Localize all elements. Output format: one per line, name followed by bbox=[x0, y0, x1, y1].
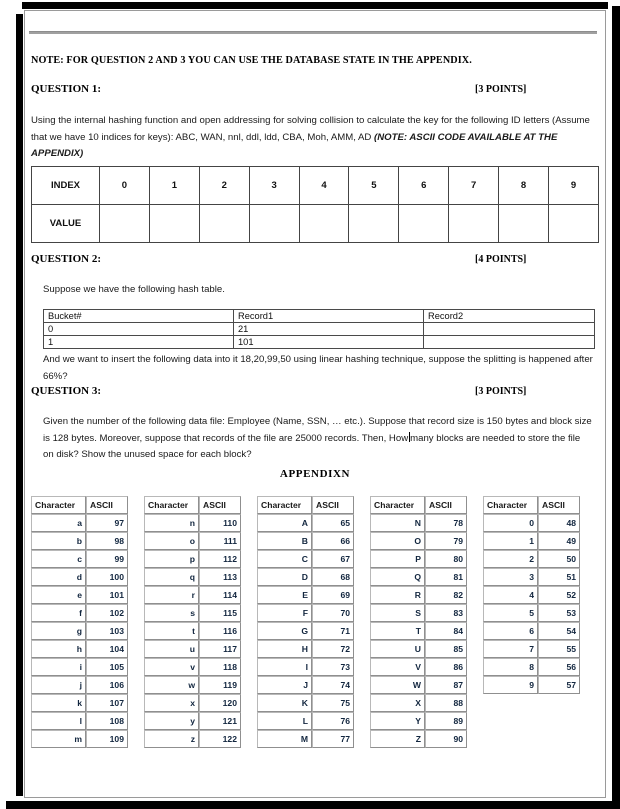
ascii-char: r bbox=[144, 586, 199, 604]
ascii-char: Y bbox=[370, 712, 425, 730]
hash-cell-record2-0[interactable] bbox=[424, 323, 595, 336]
ascii-table-lowercase-n-z bbox=[144, 496, 241, 748]
ascii-char: 4 bbox=[483, 586, 538, 604]
ascii-code: 116 bbox=[199, 622, 241, 640]
ascii-header-ascii: ASCII bbox=[425, 496, 467, 514]
ascii-code: 112 bbox=[199, 550, 241, 568]
ascii-code: 104 bbox=[86, 640, 128, 658]
index-cell-1: 1 bbox=[149, 167, 199, 205]
table-row bbox=[144, 676, 241, 694]
ascii-code: 90 bbox=[425, 730, 467, 748]
question2-outro: And we want to insert the following data into it 18,20,99,50 using linear hashing technique, suppose the splitting is happened after 66%? bbox=[43, 354, 593, 382]
ascii-char: W bbox=[370, 676, 425, 694]
index-cell-5: 5 bbox=[349, 167, 399, 205]
ascii-code: 77 bbox=[312, 730, 354, 748]
value-cell-0[interactable] bbox=[100, 205, 150, 243]
table-row bbox=[144, 586, 241, 604]
ascii-code: 56 bbox=[538, 658, 580, 676]
table-row-value bbox=[32, 205, 599, 243]
question2-hash-table bbox=[43, 309, 595, 349]
table-row bbox=[483, 514, 580, 532]
hash-cell-bucket-1: 1 bbox=[44, 336, 234, 349]
value-cell-3[interactable] bbox=[249, 205, 299, 243]
ascii-char: X bbox=[370, 694, 425, 712]
hash-cell-record2-1[interactable] bbox=[424, 336, 595, 349]
table-row bbox=[370, 586, 467, 604]
hash-header-bucket: Bucket# bbox=[44, 310, 234, 323]
ascii-code: 52 bbox=[538, 586, 580, 604]
ascii-code: 88 bbox=[425, 694, 467, 712]
ascii-char: I bbox=[257, 658, 312, 676]
ascii-char: b bbox=[31, 532, 86, 550]
table-row bbox=[31, 604, 128, 622]
table-row bbox=[31, 568, 128, 586]
ascii-char: f bbox=[31, 604, 86, 622]
ascii-char: y bbox=[144, 712, 199, 730]
ascii-code: 87 bbox=[425, 676, 467, 694]
ascii-char: l bbox=[31, 712, 86, 730]
table-row bbox=[370, 550, 467, 568]
ascii-code: 108 bbox=[86, 712, 128, 730]
ascii-code: 85 bbox=[425, 640, 467, 658]
page-shadow-top bbox=[22, 2, 608, 9]
question1-body bbox=[31, 113, 597, 163]
ascii-char: O bbox=[370, 532, 425, 550]
question3-body bbox=[43, 414, 593, 464]
table-row-header bbox=[44, 310, 595, 323]
ascii-char: 3 bbox=[483, 568, 538, 586]
ascii-code: 99 bbox=[86, 550, 128, 568]
table-row bbox=[257, 586, 354, 604]
ascii-char: T bbox=[370, 622, 425, 640]
table-row bbox=[31, 514, 128, 532]
question2-heading: QUESTION 2: bbox=[31, 253, 101, 265]
table-row bbox=[483, 604, 580, 622]
ascii-code: 122 bbox=[199, 730, 241, 748]
ascii-column-2 bbox=[144, 496, 257, 748]
table-row bbox=[370, 568, 467, 586]
ascii-char: j bbox=[31, 676, 86, 694]
ascii-code: 80 bbox=[425, 550, 467, 568]
table-row bbox=[31, 640, 128, 658]
table-row bbox=[483, 658, 580, 676]
ascii-code: 51 bbox=[538, 568, 580, 586]
ascii-code: 75 bbox=[312, 694, 354, 712]
ascii-code: 49 bbox=[538, 532, 580, 550]
hash-header-record1: Record1 bbox=[234, 310, 424, 323]
value-cell-2[interactable] bbox=[199, 205, 249, 243]
ascii-char: x bbox=[144, 694, 199, 712]
question2-points: [4 POINTS] bbox=[475, 254, 527, 265]
table-row bbox=[370, 640, 467, 658]
table-row bbox=[370, 712, 467, 730]
ascii-code: 109 bbox=[86, 730, 128, 748]
ascii-char: L bbox=[257, 712, 312, 730]
ascii-header-character: Character bbox=[483, 496, 538, 514]
ascii-code: 66 bbox=[312, 532, 354, 550]
ascii-column-1 bbox=[31, 496, 144, 748]
ascii-code: 57 bbox=[538, 676, 580, 694]
table-row bbox=[483, 640, 580, 658]
ascii-code: 114 bbox=[199, 586, 241, 604]
ascii-char: 8 bbox=[483, 658, 538, 676]
table-row bbox=[257, 640, 354, 658]
question2-intro: Suppose we have the following hash table. bbox=[43, 284, 225, 295]
table-row bbox=[144, 514, 241, 532]
ascii-table-lowercase-a-m bbox=[31, 496, 128, 748]
ascii-char: q bbox=[144, 568, 199, 586]
ascii-column-5 bbox=[483, 496, 596, 748]
ascii-char: a bbox=[31, 514, 86, 532]
ascii-table-uppercase-n-z bbox=[370, 496, 467, 748]
ascii-char: C bbox=[257, 550, 312, 568]
table-row-header bbox=[370, 496, 467, 514]
document-body bbox=[25, 11, 605, 797]
ascii-code: 84 bbox=[425, 622, 467, 640]
ascii-code: 89 bbox=[425, 712, 467, 730]
table-row bbox=[257, 550, 354, 568]
index-cell-7: 7 bbox=[449, 167, 499, 205]
document-page bbox=[24, 10, 606, 798]
table-row bbox=[31, 532, 128, 550]
ascii-code: 50 bbox=[538, 550, 580, 568]
ascii-header-ascii: ASCII bbox=[538, 496, 580, 514]
ascii-char: p bbox=[144, 550, 199, 568]
ascii-header-character: Character bbox=[257, 496, 312, 514]
table-row bbox=[31, 712, 128, 730]
note-line: NOTE: FOR QUESTION 2 AND 3 YOU CAN USE THE DATABASE STATE IN THE APPENDIX. bbox=[31, 55, 472, 66]
question1-heading: QUESTION 1: bbox=[31, 83, 101, 95]
table-row bbox=[483, 586, 580, 604]
ascii-code: 110 bbox=[199, 514, 241, 532]
table-row bbox=[257, 622, 354, 640]
value-cell-4[interactable] bbox=[299, 205, 349, 243]
question1-points: [3 POINTS] bbox=[475, 84, 527, 95]
ascii-code: 65 bbox=[312, 514, 354, 532]
ascii-code: 98 bbox=[86, 532, 128, 550]
value-cell-8[interactable] bbox=[499, 205, 549, 243]
hash-header-record2: Record2 bbox=[424, 310, 595, 323]
ascii-code: 81 bbox=[425, 568, 467, 586]
ascii-char: 0 bbox=[483, 514, 538, 532]
question1-index-table bbox=[31, 166, 599, 243]
table-row bbox=[31, 676, 128, 694]
table-row-header bbox=[257, 496, 354, 514]
table-row bbox=[370, 730, 467, 748]
table-row bbox=[31, 658, 128, 676]
ascii-char: o bbox=[144, 532, 199, 550]
ascii-char: K bbox=[257, 694, 312, 712]
hash-cell-bucket-0: 0 bbox=[44, 323, 234, 336]
ascii-code: 70 bbox=[312, 604, 354, 622]
table-row bbox=[483, 676, 580, 694]
question3-heading: QUESTION 3: bbox=[31, 385, 101, 397]
question3-points: [3 POINTS] bbox=[475, 386, 527, 397]
ascii-char: H bbox=[257, 640, 312, 658]
ascii-char: i bbox=[31, 658, 86, 676]
ascii-header-character: Character bbox=[144, 496, 199, 514]
index-cell-6: 6 bbox=[399, 167, 449, 205]
ascii-char: 7 bbox=[483, 640, 538, 658]
table-row bbox=[483, 532, 580, 550]
table-row bbox=[370, 658, 467, 676]
ascii-char: 6 bbox=[483, 622, 538, 640]
ascii-char: m bbox=[31, 730, 86, 748]
table-row bbox=[370, 532, 467, 550]
ascii-char: w bbox=[144, 676, 199, 694]
appendix-title: APPENDIXN bbox=[279, 468, 351, 480]
table-row-header bbox=[483, 496, 580, 514]
table-row bbox=[31, 694, 128, 712]
ascii-code: 102 bbox=[86, 604, 128, 622]
ascii-code: 48 bbox=[538, 514, 580, 532]
ascii-code: 97 bbox=[86, 514, 128, 532]
ascii-code: 101 bbox=[86, 586, 128, 604]
ascii-code: 69 bbox=[312, 586, 354, 604]
ascii-code: 105 bbox=[86, 658, 128, 676]
ascii-char: u bbox=[144, 640, 199, 658]
ascii-code: 68 bbox=[312, 568, 354, 586]
ascii-code: 113 bbox=[199, 568, 241, 586]
index-cell-4: 4 bbox=[299, 167, 349, 205]
ascii-char: v bbox=[144, 658, 199, 676]
ascii-code: 119 bbox=[199, 676, 241, 694]
ascii-char: z bbox=[144, 730, 199, 748]
ascii-code: 79 bbox=[425, 532, 467, 550]
table-row bbox=[144, 568, 241, 586]
table-row bbox=[370, 694, 467, 712]
table-row-header bbox=[144, 496, 241, 514]
ascii-code: 121 bbox=[199, 712, 241, 730]
hash-cell-record1-0: 21 bbox=[234, 323, 424, 336]
ascii-char: P bbox=[370, 550, 425, 568]
ascii-code: 74 bbox=[312, 676, 354, 694]
question3-body-before: Given the number of the following data file: Employee (Name, SSN, … etc.). Suppose that record size is 150 bytes and block size is 128 bytes. Moreover, suppose that records of the file are 25000 records. Then, How bbox=[43, 416, 592, 444]
ascii-char: e bbox=[31, 586, 86, 604]
index-cell-9: 9 bbox=[549, 167, 599, 205]
table-row bbox=[257, 658, 354, 676]
ascii-char: t bbox=[144, 622, 199, 640]
ascii-char: A bbox=[257, 514, 312, 532]
index-cell-2: 2 bbox=[199, 167, 249, 205]
ascii-char: R bbox=[370, 586, 425, 604]
ascii-header-character: Character bbox=[31, 496, 86, 514]
ascii-char: M bbox=[257, 730, 312, 748]
index-cell-0: 0 bbox=[100, 167, 150, 205]
ascii-code: 71 bbox=[312, 622, 354, 640]
ascii-char: 2 bbox=[483, 550, 538, 568]
ascii-char: G bbox=[257, 622, 312, 640]
ascii-code: 106 bbox=[86, 676, 128, 694]
question3-body-after: many blocks are needed to store the file on disk? Show the unused space for each block? bbox=[43, 432, 581, 460]
ascii-char: Z bbox=[370, 730, 425, 748]
hash-cell-record1-1: 101 bbox=[234, 336, 424, 349]
table-row bbox=[144, 640, 241, 658]
ascii-code: 118 bbox=[199, 658, 241, 676]
value-row-label: VALUE bbox=[32, 205, 100, 243]
table-row bbox=[370, 676, 467, 694]
question1-body-text: Using the internal hashing function and open addressing for solving collision to calculate the key for the following ID letters (Assume that we have 10 indices for keys): ABC, WAN, nnl, ddl, ldd, CBA, Moh, AMM, AD bbox=[31, 115, 590, 143]
header-divider bbox=[29, 31, 597, 34]
table-row bbox=[31, 730, 128, 748]
ascii-code: 53 bbox=[538, 604, 580, 622]
ascii-code: 107 bbox=[86, 694, 128, 712]
ascii-char: E bbox=[257, 586, 312, 604]
ascii-char: Q bbox=[370, 568, 425, 586]
ascii-char: h bbox=[31, 640, 86, 658]
ascii-code: 82 bbox=[425, 586, 467, 604]
table-row bbox=[31, 550, 128, 568]
table-row bbox=[257, 604, 354, 622]
page-shadow-bottom bbox=[6, 801, 620, 809]
table-row bbox=[370, 604, 467, 622]
table-row bbox=[44, 336, 595, 349]
ascii-code: 67 bbox=[312, 550, 354, 568]
ascii-char: U bbox=[370, 640, 425, 658]
ascii-tables-container bbox=[31, 496, 603, 748]
ascii-table-uppercase-a-m bbox=[257, 496, 354, 748]
page-shadow-right bbox=[612, 6, 620, 809]
value-cell-6[interactable] bbox=[399, 205, 449, 243]
ascii-char: k bbox=[31, 694, 86, 712]
ascii-column-4 bbox=[370, 496, 483, 748]
ascii-code: 76 bbox=[312, 712, 354, 730]
value-cell-1[interactable] bbox=[149, 205, 199, 243]
table-row bbox=[483, 550, 580, 568]
table-row bbox=[257, 676, 354, 694]
table-row bbox=[483, 622, 580, 640]
ascii-char: F bbox=[257, 604, 312, 622]
table-row bbox=[31, 586, 128, 604]
index-row-label: INDEX bbox=[32, 167, 100, 205]
table-row bbox=[257, 694, 354, 712]
ascii-column-3 bbox=[257, 496, 370, 748]
table-row-header bbox=[31, 496, 128, 514]
table-row bbox=[31, 622, 128, 640]
ascii-code: 117 bbox=[199, 640, 241, 658]
ascii-char: n bbox=[144, 514, 199, 532]
ascii-char: c bbox=[31, 550, 86, 568]
table-row bbox=[483, 568, 580, 586]
table-row bbox=[144, 658, 241, 676]
ascii-header-ascii: ASCII bbox=[312, 496, 354, 514]
page-shadow-left bbox=[16, 14, 23, 796]
ascii-code: 54 bbox=[538, 622, 580, 640]
ascii-code: 78 bbox=[425, 514, 467, 532]
ascii-code: 86 bbox=[425, 658, 467, 676]
table-row bbox=[370, 514, 467, 532]
table-row bbox=[144, 622, 241, 640]
index-cell-8: 8 bbox=[499, 167, 549, 205]
ascii-char: 5 bbox=[483, 604, 538, 622]
ascii-code: 100 bbox=[86, 568, 128, 586]
table-row bbox=[144, 532, 241, 550]
ascii-char: g bbox=[31, 622, 86, 640]
table-row bbox=[257, 568, 354, 586]
ascii-char: V bbox=[370, 658, 425, 676]
table-row bbox=[144, 604, 241, 622]
value-cell-7[interactable] bbox=[449, 205, 499, 243]
table-row bbox=[144, 550, 241, 568]
value-cell-5[interactable] bbox=[349, 205, 399, 243]
ascii-code: 73 bbox=[312, 658, 354, 676]
ascii-char: D bbox=[257, 568, 312, 586]
ascii-code: 83 bbox=[425, 604, 467, 622]
table-row bbox=[370, 622, 467, 640]
ascii-code: 111 bbox=[199, 532, 241, 550]
ascii-char: B bbox=[257, 532, 312, 550]
table-row bbox=[144, 694, 241, 712]
ascii-char: N bbox=[370, 514, 425, 532]
index-cell-3: 3 bbox=[249, 167, 299, 205]
ascii-code: 103 bbox=[86, 622, 128, 640]
table-row bbox=[257, 514, 354, 532]
ascii-header-ascii: ASCII bbox=[199, 496, 241, 514]
ascii-char: J bbox=[257, 676, 312, 694]
value-cell-9[interactable] bbox=[549, 205, 599, 243]
table-row bbox=[144, 712, 241, 730]
ascii-char: 9 bbox=[483, 676, 538, 694]
ascii-code: 115 bbox=[199, 604, 241, 622]
ascii-char: d bbox=[31, 568, 86, 586]
question1-body-emphasis: (NOTE: ASCII CODE AVAILABLE AT THE APPENDIX) bbox=[31, 131, 558, 159]
table-row bbox=[44, 323, 595, 336]
ascii-header-ascii: ASCII bbox=[86, 496, 128, 514]
ascii-code: 120 bbox=[199, 694, 241, 712]
table-row bbox=[144, 730, 241, 748]
ascii-table-digits bbox=[483, 496, 580, 694]
ascii-char: S bbox=[370, 604, 425, 622]
table-row bbox=[257, 712, 354, 730]
table-row bbox=[257, 532, 354, 550]
ascii-header-character: Character bbox=[370, 496, 425, 514]
ascii-char: 1 bbox=[483, 532, 538, 550]
table-row-index bbox=[32, 167, 599, 205]
ascii-char: s bbox=[144, 604, 199, 622]
table-row bbox=[257, 730, 354, 748]
ascii-code: 55 bbox=[538, 640, 580, 658]
ascii-code: 72 bbox=[312, 640, 354, 658]
